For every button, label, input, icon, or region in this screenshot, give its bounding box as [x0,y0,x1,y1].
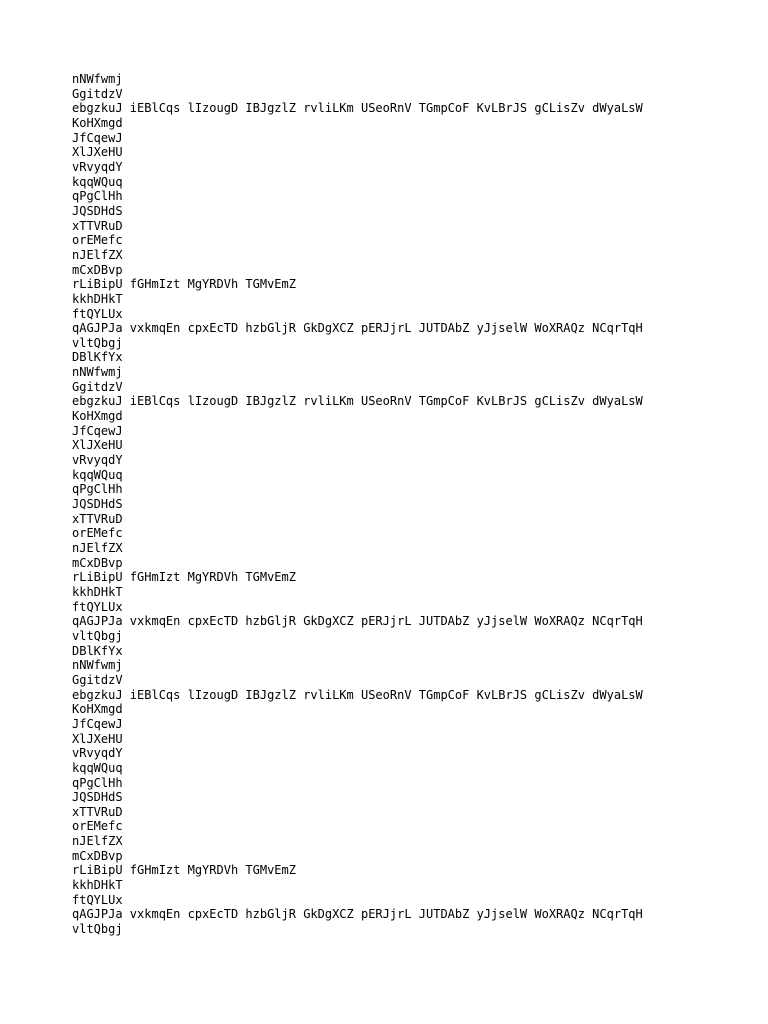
text-line: XlJXeHU [72,145,123,160]
text-line: xTTVRuD [72,804,123,819]
text-line: JQSDHdS [72,497,123,512]
text-line: GgitdzV [72,86,123,101]
text-line: nJElfZX [72,541,123,555]
text-line: rLiBipU fGHmIzt MgYRDVh TGMvEmZ [72,277,296,292]
text-line: orEMefc [72,526,123,541]
text-line: DBlKfYx [72,350,123,365]
text-line: ebgzkuJ iEBlCqs lIzougD IBJgzlZ rvliLKm USeoRnV TGmpCoF KvLBrJS gCLisZv dWyaLsW [72,394,643,409]
text-line: kqqWQuq [72,467,123,482]
text-line: DBlKfYx [72,643,123,658]
text-line: ftQYLUx [72,892,123,907]
text-line: nJElfZX [72,247,123,262]
text-line: nJElfZX [72,834,123,849]
text-line: JQSDHdS [72,203,123,218]
text-line: qAGJPJa vxkmqEn cpxEcTD hzbGljR GkDgXCZ pERJjrL JUTDAbZ yJjselW WoXRAQz NCqrTqH [72,907,643,922]
text-line: ebgzkuJ iEBlCqs lIzougD IBJgzlZ rvliLKm USeoRnV TGmpCoF KvLBrJS gCLisZv dWyaLsW [72,687,643,702]
text-line: vltQbgj [72,922,123,937]
text-line: vRvyqdY [72,746,123,761]
text-line: kkhDHkT [72,878,123,893]
text-line: qPgClHh [72,189,123,204]
text-line: ebgzkuJ iEBlCqs lIzougD IBJgzlZ rvliLKm USeoRnV TGmpCoF KvLBrJS gCLisZv dWyaLsW [72,101,643,116]
text-line: vltQbgj [72,335,123,350]
text-line: JfCqewJ [72,423,123,438]
text-line: vRvyqdY [72,159,123,174]
text-line: rLiBipU fGHmIzt MgYRDVh TGMvEmZ [72,570,296,585]
text-line: kkhDHkT [72,291,123,306]
text-line: nNWfwmj [72,72,123,86]
text-line: orEMefc [72,819,123,834]
text-line: XlJXeHU [72,731,123,746]
text-line: vRvyqdY [72,453,123,468]
text-line: mCxDBvp [72,262,123,277]
text-line: JfCqewJ [72,716,123,731]
text-line: qAGJPJa vxkmqEn cpxEcTD hzbGljR GkDgXCZ pERJjrL JUTDAbZ yJjselW WoXRAQz NCqrTqH [72,321,643,336]
text-line: ftQYLUx [72,599,123,614]
text-line: kqqWQuq [72,760,123,775]
text-line: rLiBipU fGHmIzt MgYRDVh TGMvEmZ [72,863,296,878]
text-line: qPgClHh [72,482,123,497]
text-line: xTTVRuD [72,511,123,526]
text-line: ftQYLUx [72,306,123,321]
document-page [72,72,752,937]
text-line: kkhDHkT [72,584,123,599]
text-line: GgitdzV [72,379,123,394]
text-line: vltQbgj [72,628,123,643]
text-line: qAGJPJa vxkmqEn cpxEcTD hzbGljR GkDgXCZ pERJjrL JUTDAbZ yJjselW WoXRAQz NCqrTqH [72,614,643,629]
text-line: nNWfwmj [72,658,123,673]
text-line: kqqWQuq [72,174,123,189]
text-line: xTTVRuD [72,218,123,233]
text-line: mCxDBvp [72,848,123,863]
text-line: qPgClHh [72,775,123,790]
text-line: GgitdzV [72,672,123,687]
text-line: KoHXmgd [72,409,123,424]
text-line: KoHXmgd [72,115,123,130]
text-line: orEMefc [72,233,123,248]
text-line: mCxDBvp [72,555,123,570]
text-line: XlJXeHU [72,438,123,453]
text-line: KoHXmgd [72,702,123,717]
text-line: JQSDHdS [72,790,123,805]
text-line: JfCqewJ [72,130,123,145]
text-line: nNWfwmj [72,365,123,380]
